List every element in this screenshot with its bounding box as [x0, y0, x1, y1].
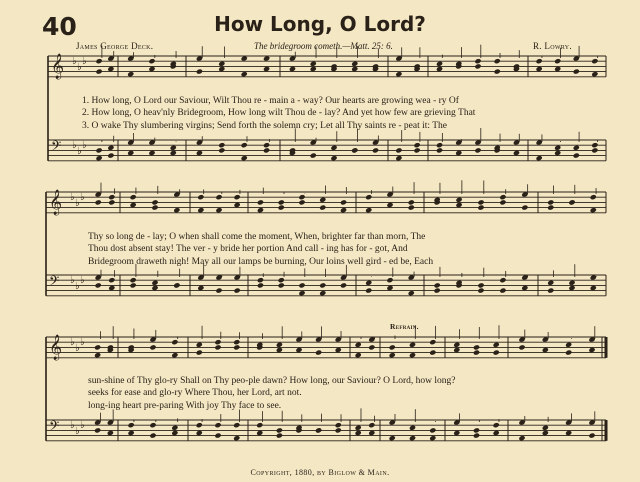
note-head [96, 58, 103, 64]
treble-clef-icon: 𝄞 [49, 190, 63, 215]
note-head [473, 350, 480, 356]
note-head [474, 63, 481, 69]
note-head [521, 205, 528, 211]
note-head [429, 427, 436, 433]
note-head [474, 58, 481, 64]
refrain-label: Refrain. [390, 322, 419, 331]
note-head [234, 288, 241, 294]
note-head [368, 344, 375, 350]
hymn-title: How Long, O Lord? [214, 12, 426, 36]
flat-icon: ♭ [75, 198, 80, 209]
note-head [196, 350, 203, 356]
note-head [151, 199, 158, 205]
note-head [477, 199, 484, 205]
note-head [214, 433, 221, 439]
flat-icon: ♭ [75, 343, 80, 354]
treble-clef-icon: 𝄞 [49, 335, 63, 360]
note-head [414, 142, 421, 148]
flat-icon: ♭ [70, 420, 75, 431]
note-head [108, 199, 115, 205]
treble-clef-icon: 𝄞 [51, 54, 65, 79]
lyricist-credit: James George Deck. [76, 41, 154, 51]
note-head [573, 69, 580, 75]
note-head [547, 199, 554, 205]
note-head [130, 277, 137, 283]
note-head [96, 147, 103, 153]
verse-block-system-1 [82, 95, 475, 132]
flat-icon: ♭ [82, 140, 87, 151]
page-number: 40 [42, 12, 77, 41]
note-head [319, 282, 326, 288]
note-head [473, 427, 480, 433]
note-head [96, 69, 103, 75]
note-head [214, 344, 221, 350]
note-head [128, 422, 135, 428]
note-head [218, 147, 225, 153]
note-head [372, 147, 379, 153]
composer-credit: R. Lowry. [533, 41, 572, 51]
flat-icon: ♭ [70, 192, 75, 203]
note-head [151, 205, 158, 211]
note-head [107, 153, 114, 159]
note-head [499, 277, 506, 283]
note-head [434, 282, 441, 288]
flat-icon: ♭ [82, 56, 87, 67]
note-head [149, 344, 156, 350]
bass-clef-icon: 𝄢 [49, 273, 60, 292]
note-head [351, 147, 358, 153]
flat-icon: ♭ [77, 62, 82, 73]
note-head [590, 194, 597, 200]
note-head [233, 422, 240, 428]
note-head [499, 288, 506, 294]
note-head [565, 350, 572, 356]
note-head [389, 344, 396, 350]
lyric-line: Thy so long de - lay; O when shall come the moment, When, brighter far than morn, The [88, 232, 426, 242]
note-head [257, 282, 264, 288]
note-head [408, 205, 415, 211]
flat-icon: ♭ [72, 56, 77, 67]
note-head [493, 350, 500, 356]
note-head [408, 199, 415, 205]
note-head [536, 58, 543, 64]
note-head [340, 282, 347, 288]
note-head [215, 194, 222, 200]
note-head [256, 422, 263, 428]
note-head [276, 433, 283, 439]
lyric-line: seeks for ease and glo-ry Where Thou, her Lord, art not. [88, 388, 302, 399]
note-head [257, 277, 264, 283]
note-head [214, 422, 221, 428]
flat-icon: ♭ [75, 281, 80, 292]
verse-block-system-3 [88, 375, 455, 412]
note-head [233, 339, 240, 345]
note-head [340, 199, 347, 205]
note-head [130, 194, 137, 200]
note-head [335, 422, 342, 428]
note-head [568, 199, 575, 205]
note-head [298, 199, 305, 205]
note-head [436, 147, 443, 153]
flat-icon: ♭ [80, 420, 85, 431]
note-head [434, 288, 441, 294]
note-head [171, 339, 178, 345]
note-head [196, 422, 203, 428]
flat-icon: ♭ [77, 146, 82, 157]
note-head [429, 339, 436, 345]
note-head [278, 277, 285, 283]
note-head [429, 350, 436, 356]
note-head [278, 199, 285, 205]
lyric-line: sun-shine of Thy glo-ry Shall on Thy peo-ple dawn? How long, our Saviour? O Lord, how long? [88, 376, 456, 386]
note-head [234, 194, 241, 200]
lyric-line: 3. O wake Thy slumbering virgins; Send forth the solemn cry; Let all Thy saints re - peat it: The [82, 120, 447, 131]
note-head [477, 205, 484, 211]
note-head [477, 288, 484, 294]
lyric-line: long-ing heart pre-paring With joy Thy face to see. [88, 400, 282, 411]
note-head [499, 194, 506, 200]
note-head [108, 277, 115, 283]
note-head [547, 288, 554, 294]
note-head [298, 282, 305, 288]
note-head [278, 282, 285, 288]
note-head [473, 344, 480, 350]
note-head [591, 142, 598, 148]
verse-block-system-2 [88, 231, 433, 268]
note-head [588, 433, 595, 439]
flat-icon: ♭ [80, 337, 85, 348]
note-head [368, 422, 375, 428]
note-head [436, 142, 443, 148]
note-head [197, 194, 204, 200]
note-head [173, 282, 180, 288]
lyric-line: Thou dost absent stay! The ver - y bride her portion And call - ing has for - got, And [88, 244, 408, 255]
flat-icon: ♭ [70, 275, 75, 286]
note-head [94, 427, 101, 433]
lyric-line: 1. How long, O Lord our Saviour, Wilt Thou re - main a - way? Our hearts are growing wea - ry Of [82, 96, 459, 106]
note-head [241, 142, 248, 148]
note-head [130, 282, 137, 288]
note-head [335, 427, 342, 433]
note-head [196, 69, 203, 75]
note-head [365, 194, 372, 200]
bass-clef-icon: 𝄢 [49, 418, 60, 437]
note-head [263, 142, 270, 148]
note-head [233, 344, 240, 350]
note-head [386, 277, 393, 283]
note-head [554, 58, 561, 64]
flat-icon: ♭ [70, 337, 75, 348]
note-head [499, 199, 506, 205]
flat-icon: ♭ [80, 192, 85, 203]
note-head [218, 142, 225, 148]
note-head [315, 350, 322, 356]
note-head [477, 282, 484, 288]
flat-icon: ♭ [75, 426, 80, 437]
note-head [315, 427, 322, 433]
note-head [276, 427, 283, 433]
note-head [94, 344, 101, 350]
lyric-line: 2. How long, O heav'nly Bridegroom, How long wilt Thou de - lay? And yet how few are grieving That [82, 108, 476, 119]
scripture-reference: The bridegroom cometh.—Matt. 25: 6. [254, 41, 393, 51]
note-head [257, 199, 264, 205]
note-head [319, 205, 326, 211]
note-head [473, 433, 480, 439]
note-head [395, 147, 402, 153]
note-head [474, 147, 481, 153]
note-head [149, 433, 156, 439]
note-head [108, 194, 115, 200]
note-head [263, 147, 270, 153]
flat-icon: ♭ [72, 140, 77, 151]
note-head [591, 58, 598, 64]
note-head [215, 288, 222, 294]
note-head [547, 205, 554, 211]
note-head [518, 344, 525, 350]
note-head [298, 194, 305, 200]
note-head [214, 339, 221, 345]
note-head [591, 147, 598, 153]
note-head [95, 282, 102, 288]
note-head [148, 58, 155, 64]
note-head [310, 153, 317, 159]
note-head [494, 69, 501, 75]
flat-icon: ♭ [80, 275, 85, 286]
note-head [494, 58, 501, 64]
note-head [493, 422, 500, 428]
note-head [573, 153, 580, 159]
copyright-notice: Copyright, 1880, by Biglow & Main. [250, 468, 390, 477]
note-head [365, 288, 372, 294]
bass-clef-icon: 𝄢 [51, 138, 62, 157]
note-head [149, 422, 156, 428]
note-head [414, 147, 421, 153]
note-head [95, 199, 102, 205]
lyric-line: Bridegroom draweth nigh! May all our lamps be burning, Our loins well gird - ed be, Each [88, 256, 434, 267]
note-head [278, 205, 285, 211]
